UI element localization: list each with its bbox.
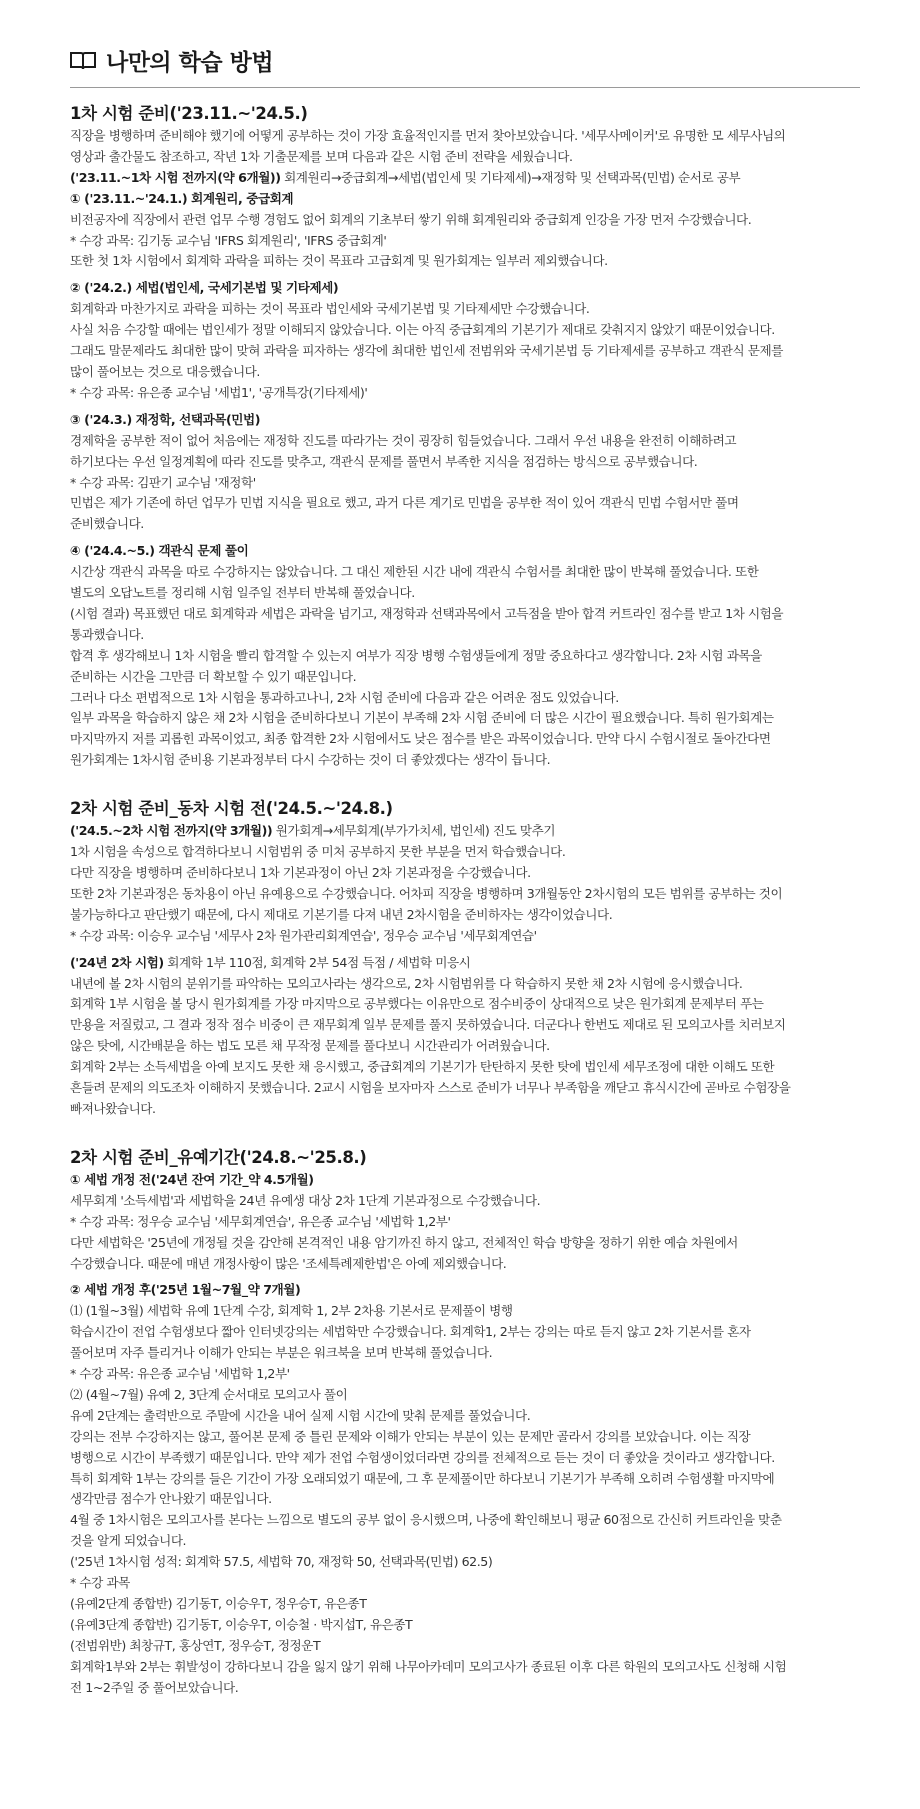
bold-heading: ② 세법 개정 후('25년 1월~7월_약 7개월) (70, 1282, 301, 1298)
text-line (70, 1301, 860, 1322)
line-text: 그러나 다소 편법적으로 1차 시험을 통과하고나니, 2차 시험 준비에 다음과 같은 어려운 점도 있었습니다. (70, 689, 619, 705)
line-text: 풀어보며 자주 틀리거나 이해가 안되는 부분은 워크북을 보며 반복해 풀었습니다. (70, 1345, 493, 1361)
text-line (70, 320, 860, 341)
text-line (70, 1191, 860, 1212)
text-line (70, 1573, 860, 1594)
sections-container (70, 102, 860, 1699)
line-text: 일부 과목을 학습하지 않은 채 2차 시험을 준비하다보니 기본이 부족해 2차 시험 준비에 더 많은 시간이 필요했습니다. 특히 원가회계는 (70, 710, 774, 726)
text-line (70, 278, 860, 299)
line-text: 그래도 말문제라도 최대한 많이 맞혀 과락을 피자하는 생각에 최대한 법인세 전범위와 국세기본법 등 기타제세를 공부하고 객관식 문제를 (70, 343, 783, 359)
line-text: 1차 시험을 속성으로 합격하다보니 시험범위 중 미처 공부하지 못한 부분을 먼저 학습했습니다. (70, 844, 566, 860)
line-text: 다만 직장을 병행하며 준비하다보니 1차 기본과정이 아닌 2차 기본과정을 수강했습니다. (70, 865, 531, 880)
text-line (70, 1099, 860, 1120)
text-line (70, 231, 860, 252)
text-line (70, 431, 860, 452)
line-text: 또한 첫 1차 시험에서 회계학 과락을 피하는 것이 목표라 고급회계 및 원가회계는 일부러 제외했습니다. (70, 253, 608, 269)
bold-heading: ④ ('24.4.~5.) 객관식 문제 풀이 (70, 543, 249, 559)
section-title: 2차 시험 준비_동차 시험 전('24.5.~'24.8.) (70, 799, 393, 819)
line-text: 빠져나왔습니다. (70, 1100, 156, 1116)
section-title: 2차 시험 준비_유예기간('24.8.~'25.8.) (70, 1147, 367, 1167)
line-text: 생각만큼 점수가 안나왔기 때문입니다. (70, 1491, 272, 1507)
text-line (70, 1678, 860, 1699)
bold-heading: ① 세법 개정 전('24년 잔여 기간_약 4.5개월) (70, 1171, 314, 1187)
text-line (70, 1322, 860, 1343)
line-text: 다만 세법학은 '25년에 개정될 것을 감안해 본격적인 내용 암기까진 하지 않고, 전체적인 학습 방향을 정하기 위한 예습 차원에서 (70, 1234, 738, 1250)
text-line (70, 1280, 860, 1301)
line-text: * 수강 과목 (70, 1575, 130, 1591)
text-line (70, 821, 860, 842)
line-text: * 수강 과목: 김판기 교수님 '재정학' (70, 474, 256, 490)
text-line (70, 168, 860, 189)
page-title: 나만의 학습 방법 (106, 50, 274, 76)
bold-heading: ② ('24.2.) 세법(법인세, 국세기본법 및 기타제세) (70, 280, 339, 296)
line-text: 민법은 제가 기존에 하던 업무가 민법 지식을 필요로 했고, 과거 다른 계기로 민법을 공부한 적이 있어 객관식 민법 수험서만 풀며 (70, 495, 739, 511)
text-line (70, 1531, 860, 1552)
text-line (70, 1594, 860, 1615)
text-line (70, 688, 860, 709)
title-row (70, 44, 860, 88)
line-text: 회계학 1부 110점, 회계학 2부 54점 득점 / 세법학 미응시 (163, 954, 471, 970)
line-text: 준비했습니다. (70, 516, 144, 532)
text-line (70, 493, 860, 514)
text-line (70, 994, 860, 1015)
text-line (70, 299, 860, 320)
bold-heading: ('23.11.~1차 시험 전까지(약 6개월)) (70, 169, 281, 185)
text-line (70, 1510, 860, 1531)
line-text: 회계학과 마찬가지로 과락을 피하는 것이 목표라 법인세와 국세기본법 및 기타제세만 수강했습니다. (70, 301, 590, 317)
text-line (70, 1385, 860, 1406)
line-text: 세무회계 '소득세법'과 세법학을 24년 유예생 대상 2차 1단계 기본과정으로 수강했습니다. (70, 1192, 541, 1208)
text-line (70, 905, 860, 926)
text-line (70, 1469, 860, 1490)
text-line (70, 863, 860, 884)
text-line (70, 1615, 860, 1636)
text-line (70, 210, 860, 231)
text-line (70, 1343, 860, 1364)
line-text: (전범위반) 최창규T, 홍상연T, 정우승T, 정정운T (70, 1637, 321, 1653)
bold-heading: ③ ('24.3.) 재정학, 선택과목(민법) (70, 411, 261, 427)
line-text: 것을 알게 되었습니다. (70, 1533, 187, 1549)
line-text: 많이 풀어보는 것으로 대응했습니다. (70, 363, 260, 379)
text-line (70, 1552, 860, 1573)
text-line (70, 362, 860, 383)
text-line (70, 1448, 860, 1469)
line-text: * 수강 과목: 유은종 교수님 '세법1', '공개특강(기타제세)' (70, 384, 368, 400)
line-text: 하기보다는 우선 일정계획에 따라 진도를 맞추고, 객관식 문제를 풀면서 부족한 지식을 점검하는 방식으로 공부했습니다. (70, 453, 698, 469)
text-line (70, 667, 860, 688)
text-line (70, 383, 860, 404)
text-line (70, 1057, 860, 1078)
line-text: 마지막까지 저를 괴롭힌 과목이었고, 최종 합격한 2차 시험에서도 낮은 점수를 받은 과목이었습니다. 만약 다시 수험시절로 돌아간다면 (70, 731, 771, 747)
line-text: 별도의 오답노트를 정리해 시험 일주일 전부터 반복해 풀었습니다. (70, 585, 415, 601)
line-text: 특히 회계학 1부는 강의를 들은 기간이 가장 오래되었기 때문에, 그 후 문제풀이만 하다보니 기본기가 부족해 오히려 수험생활 마지막에 (70, 1470, 775, 1486)
text-line (70, 974, 860, 995)
text-line (70, 189, 860, 210)
line-text: 영상과 출간물도 참조하고, 작년 1차 기출문제를 보며 다음과 같은 시험 준비 전략을 세웠습니다. (70, 148, 573, 164)
text-line (70, 251, 860, 272)
text-line (70, 1036, 860, 1057)
line-text: 원가회계→세무회계(부가가치세, 법인세) 진도 맞추기 (272, 823, 556, 839)
text-line (70, 1212, 860, 1233)
text-line (70, 1427, 860, 1448)
book-icon (70, 51, 96, 71)
text-line (70, 473, 860, 494)
text-line (70, 126, 860, 147)
text-line (70, 750, 860, 771)
line-text: 준비하는 시간을 그만큼 더 확보할 수 있기 때문입니다. (70, 668, 357, 684)
text-line (70, 708, 860, 729)
text-line (70, 1489, 860, 1510)
text-line (70, 562, 860, 583)
line-text: 학습시간이 전업 수험생보다 짧아 인터넷강의는 세법학만 수강했습니다. 회계학1, 2부는 강의는 따로 듣지 않고 2차 기본서를 혼자 (70, 1324, 751, 1340)
line-text: 회계학 2부는 소득세법을 아예 보지도 못한 채 응시했고, 중급회계의 기본기가 탄탄하지 못한 탓에 법인세 세무조정에 대한 이해도 또한 (70, 1059, 775, 1075)
line-text: (유예2단계 종합반) 김기동T, 이승우T, 정우승T, 유은종T (70, 1596, 367, 1611)
line-text: ('25년 1차시험 성적: 회계학 57.5, 세법학 70, 재정학 50, 선택과목(민법) 62.5) (70, 1554, 493, 1570)
text-line (70, 1233, 860, 1254)
text-line (70, 1254, 860, 1275)
line-text: 회계학 1부 시험을 볼 당시 원가회계를 가장 마지막으로 공부했다는 이유만으로 점수비중이 상대적으로 낮은 원가회계 문제부터 푸는 (70, 996, 764, 1012)
line-text: 병행으로 시간이 부족했기 때문입니다. 만약 제가 전업 수험생이었더라면 강의를 전체적으로 듣는 것이 더 좋았을 것이라고 생각합니다. (70, 1449, 775, 1465)
line-text: 통과했습니다. (70, 626, 144, 642)
line-text: 비전공자에 직장에서 관련 업무 수행 경험도 없어 회계의 기초부터 쌓기 위해 회계원리와 중급회계 인강을 가장 먼저 수강했습니다. (70, 211, 752, 227)
text-line (70, 1015, 860, 1036)
text-line (70, 1657, 860, 1678)
line-text: 합격 후 생각해보니 1차 시험을 빨리 합격할 수 있는지 여부가 직장 병행 수험생들에게 정말 중요하다고 생각합니다. 2차 시험 과목을 (70, 647, 762, 663)
line-text: 내년에 볼 2차 시험의 분위기를 파악하는 모의고사라는 생각으로, 2차 시험범위를 다 학습하지 못한 채 2차 시험에 응시했습니다. (70, 975, 743, 991)
text-line (70, 1078, 860, 1099)
bold-heading: ('24.5.~2차 시험 전까지(약 3개월)) (70, 823, 273, 839)
text-line (70, 953, 860, 974)
text-line (70, 1636, 860, 1657)
line-text: * 수강 과목: 김기동 교수님 'IFRS 회계원리', 'IFRS 중급회계' (70, 232, 387, 248)
line-text: 흔들려 문제의 의도조차 이해하지 못했습니다. 2교시 시험을 보자마자 스스로 준비가 너무나 부족함을 깨닫고 휴식시간에 곧바로 수험장을 (70, 1080, 791, 1096)
text-line (70, 514, 860, 535)
line-text: 사실 처음 수강할 때에는 법인세가 정말 이해되지 않았습니다. 이는 아직 중급회계의 기본기가 제대로 갖춰지지 않았기 때문이었습니다. (70, 322, 775, 338)
line-text: 시간상 객관식 과목을 따로 수강하지는 않았습니다. 그 대신 제한된 시간 내에 객관식 수험서를 최대한 많이 반복해 풀었습니다. 또한 (70, 564, 759, 580)
section-1 (70, 102, 860, 771)
text-line (70, 541, 860, 562)
line-text: ⑵ (4월~7월) 유예 2, 3단계 순서대로 모의고사 풀이 (70, 1386, 348, 1402)
line-text: 원가회계는 1차시험 준비용 기본과정부터 다시 수강하는 것이 더 좋았겠다는 생각이 듭니다. (70, 752, 551, 768)
text-line (70, 1406, 860, 1427)
line-text: 회계원리→중급회계→세법(법인세 및 기타제세)→재정학 및 선택과목(민법) 순서로 공부 (280, 169, 741, 185)
line-text: 직장을 병행하며 준비해야 했기에 어떻게 공부하는 것이 가장 효율적인지를 먼저 찾아보았습니다. '세무사메이커'로 유명한 모 세무사님의 (70, 128, 786, 143)
text-line (70, 583, 860, 604)
line-text: (유예3단계 종합반) 김기동T, 이승우T, 이승철 · 박지섭T, 유은종T (70, 1616, 413, 1632)
line-text: 회계학1부와 2부는 휘발성이 강하다보니 감을 잃지 않기 위해 나무아카데미 모의고사가 종료된 이후 다른 학원의 모의고사도 신청해 시험 (70, 1658, 787, 1674)
line-text: ⑴ (1월~3월) 세법학 유예 1단계 수강, 회계학 1, 2부 2차용 기본서로 문제풀이 병행 (70, 1303, 513, 1319)
line-text: 강의는 전부 수강하지는 않고, 풀어본 문제 중 틀린 문제와 이해가 안되는 부분이 있는 문제만 골라서 강의를 보았습니다. 이는 직장 (70, 1428, 751, 1444)
line-text: 또한 2차 기본과정은 동차용이 아닌 유예용으로 수강했습니다. 어차피 직장을 병행하며 3개월동안 2차시험의 모든 범위를 공부하는 것이 (70, 885, 783, 901)
section-3 (70, 1146, 860, 1699)
line-text: 4월 중 1차시험은 모의고사를 본다는 느낌으로 별도의 공부 없이 응시했으며, 나중에 확인해보니 평균 60점으로 간신히 커트라인을 맞춘 (70, 1512, 782, 1528)
text-line (70, 1170, 860, 1191)
line-text: 만용을 저질렀고, 그 결과 정작 점수 비중이 큰 재무회계 일부 문제를 풀지 못하였습니다. 더군다나 한번도 제대로 된 모의고사를 치러보지 (70, 1017, 786, 1033)
text-line (70, 729, 860, 750)
bold-heading: ('24년 2차 시험) (70, 954, 164, 970)
line-text: (시험 결과) 목표했던 대로 회계학과 세법은 과락을 넘기고, 재정학과 선택과목에서 고득점을 받아 합격 커트라인 점수를 받고 1차 시험을 (70, 605, 784, 621)
text-line (70, 646, 860, 667)
text-line (70, 625, 860, 646)
text-line (70, 452, 860, 473)
line-text: 경제학을 공부한 적이 없어 처음에는 재정학 진도를 따라가는 것이 굉장히 힘들었습니다. 그래서 우선 내용을 완전히 이해하려고 (70, 432, 737, 448)
text-line (70, 147, 860, 168)
bold-heading: ① ('23.11.~'24.1.) 회계원리, 중급회계 (70, 190, 294, 206)
text-line (70, 604, 860, 625)
text-line (70, 842, 860, 863)
text-line (70, 884, 860, 905)
text-line (70, 341, 860, 362)
text-line (70, 1364, 860, 1385)
line-text: 불가능하다고 판단했기 때문에, 다시 제대로 기본기를 다져 내년 2차시험을 준비하자는 생각이었습니다. (70, 906, 613, 922)
text-line (70, 926, 860, 947)
line-text: 않은 탓에, 시간배분을 하는 법도 모른 채 무작정 문제를 풀다보니 시간관리가 어려웠습니다. (70, 1038, 550, 1054)
line-text: * 수강 과목: 정우승 교수님 '세무회계연습', 유은종 교수님 '세법학 1,2부' (70, 1213, 451, 1229)
section-2 (70, 797, 860, 1120)
text-line (70, 410, 860, 431)
line-text: 전 1~2주일 중 풀어보았습니다. (70, 1679, 239, 1695)
section-title: 1차 시험 준비('23.11.~'24.5.) (70, 104, 308, 123)
line-text: * 수강 과목: 이승우 교수님 '세무사 2차 원가관리회계연습', 정우승 교수님 '세무회계연습' (70, 927, 537, 943)
line-text: 유예 2단계는 출력반으로 주말에 시간을 내어 실제 시험 시간에 맞춰 문제를 풀었습니다. (70, 1407, 531, 1423)
line-text: 수강했습니다. 때문에 매년 개정사항이 많은 '조세특례제한법'은 아예 제외했습니다. (70, 1255, 507, 1271)
line-text: * 수강 과목: 유은종 교수님 '세법학 1,2부' (70, 1366, 290, 1382)
